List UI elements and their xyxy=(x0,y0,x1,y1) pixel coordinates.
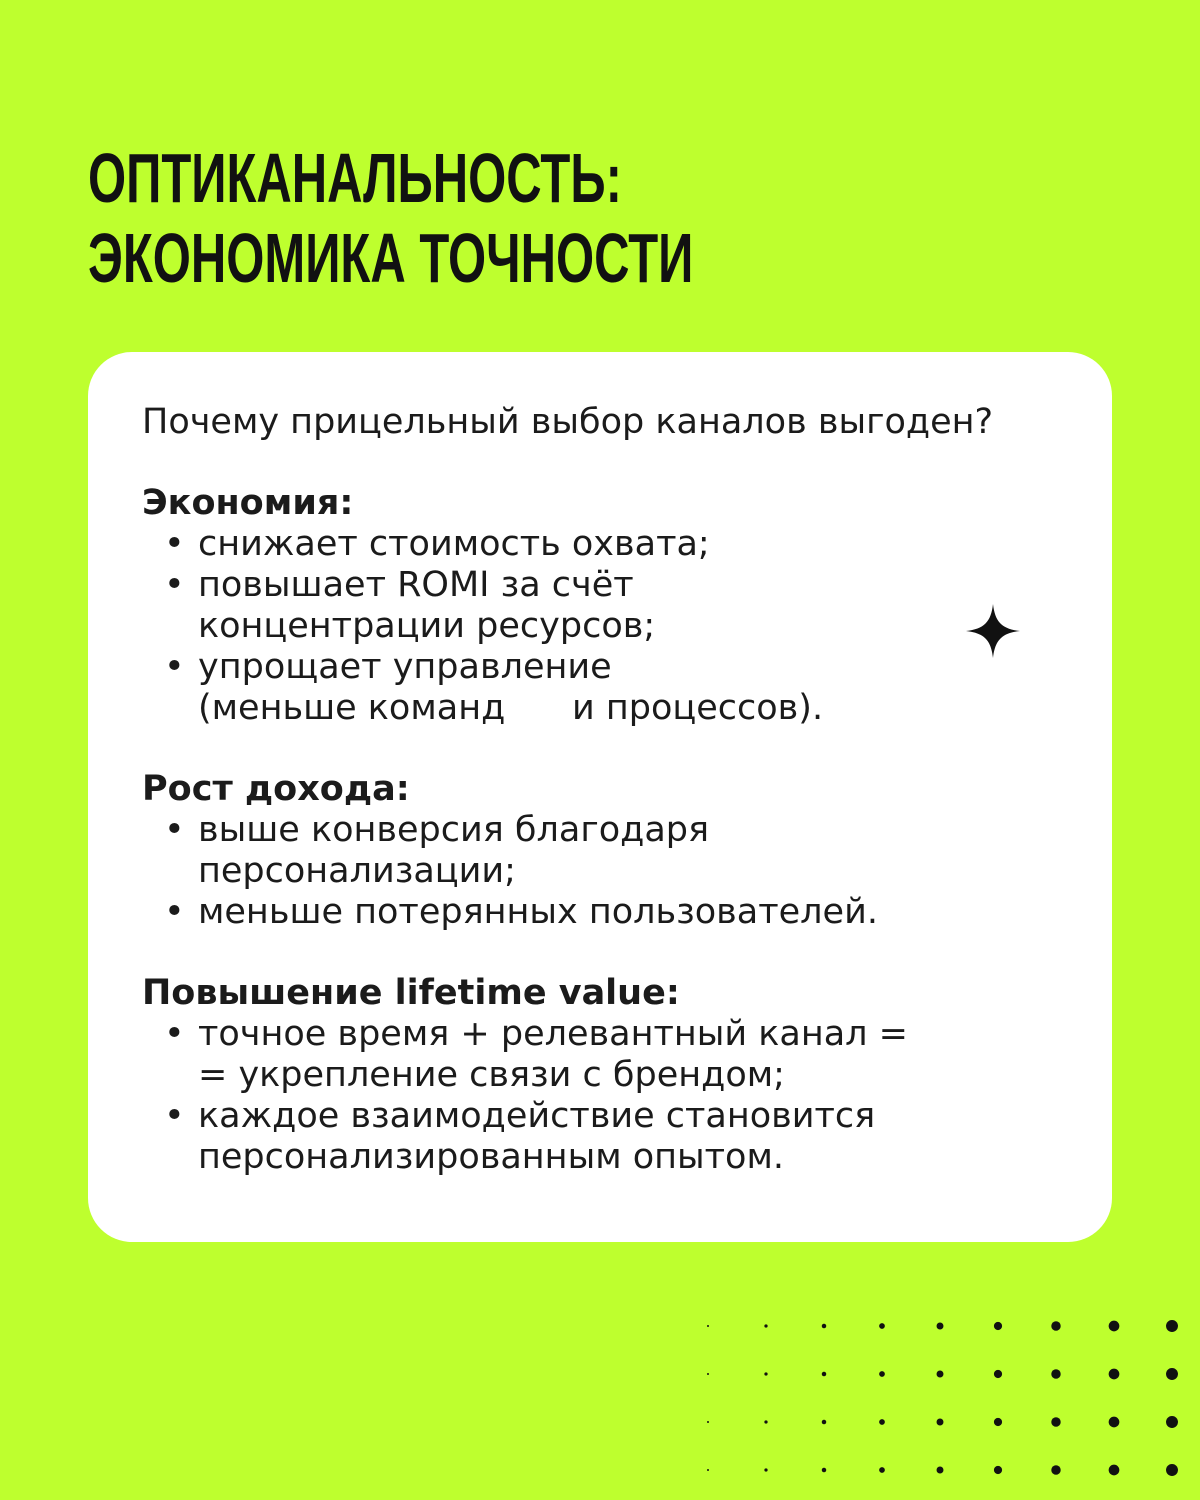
section-revenue xyxy=(142,769,1042,933)
bullet-text: = укрепление связи с брендом; xyxy=(198,1055,785,1095)
bullet-icon: • xyxy=(164,647,185,687)
dot xyxy=(879,1467,885,1473)
bullet-text: каждое взаимодействие становится xyxy=(198,1096,876,1136)
dot xyxy=(994,1466,1002,1474)
dot xyxy=(879,1323,885,1329)
dot xyxy=(937,1419,944,1426)
dot xyxy=(707,1469,709,1471)
bullet-text: (меньше команд и процессов). xyxy=(198,688,824,728)
dot xyxy=(764,1324,767,1327)
list-item xyxy=(142,524,1042,565)
dot xyxy=(764,1468,767,1471)
bullet-text: точное время + релевантный канал = xyxy=(198,1014,908,1054)
bullet-icon: • xyxy=(164,1096,185,1136)
bullet-icon: • xyxy=(164,810,185,850)
dot xyxy=(879,1371,885,1377)
bullet-text: меньше потерянных пользователей. xyxy=(198,892,878,932)
dot xyxy=(1166,1320,1178,1332)
dot xyxy=(764,1420,767,1423)
bullet-list xyxy=(142,524,1042,729)
page-title xyxy=(88,138,693,298)
section-heading: Повышение lifetime value: xyxy=(142,973,680,1013)
title-line-2: ЭКОНОМИКА ТОЧНОСТИ xyxy=(88,219,694,297)
dot xyxy=(1051,1321,1060,1330)
dot xyxy=(937,1323,944,1330)
dot-grid-icon xyxy=(680,1300,1200,1500)
list-item xyxy=(142,1014,1042,1096)
dot xyxy=(1051,1369,1060,1378)
bullet-text: упрощает управление xyxy=(198,647,612,687)
dot xyxy=(937,1467,944,1474)
dot xyxy=(822,1468,826,1472)
dot xyxy=(1166,1416,1178,1428)
sparkle-icon xyxy=(966,604,1020,658)
list-item xyxy=(142,892,1042,933)
dot xyxy=(1109,1465,1120,1476)
dot xyxy=(1051,1417,1060,1426)
dot xyxy=(707,1373,709,1375)
bullet-icon: • xyxy=(164,1014,185,1054)
dot xyxy=(707,1421,709,1423)
content-card xyxy=(88,352,1112,1242)
dot xyxy=(764,1372,767,1375)
bullet-text: персонализации; xyxy=(198,851,516,891)
bullet-text: снижает стоимость охвата; xyxy=(198,524,710,564)
bullet-text: персонализированным опытом. xyxy=(198,1137,784,1177)
dot xyxy=(1109,1417,1120,1428)
section-heading: Экономия: xyxy=(142,483,354,523)
list-item xyxy=(142,810,1042,892)
list-item xyxy=(142,647,1042,729)
bullet-list xyxy=(142,1014,1042,1178)
dot xyxy=(994,1322,1002,1330)
dot xyxy=(879,1419,885,1425)
list-item xyxy=(142,565,1042,647)
bullet-text: выше конверсия благодаря xyxy=(198,810,710,850)
bullet-icon: • xyxy=(164,524,185,564)
bullet-text: концентрации ресурсов; xyxy=(198,606,656,646)
section-ltv xyxy=(142,973,1042,1178)
dot xyxy=(937,1371,944,1378)
list-item xyxy=(142,1096,1042,1178)
title-line-1: ОПТИКАНАЛЬНОСТЬ: xyxy=(88,139,622,217)
dot xyxy=(1109,1321,1120,1332)
card-body xyxy=(142,402,1042,1178)
dot xyxy=(822,1324,826,1328)
dot xyxy=(707,1325,709,1327)
section-heading: Рост дохода: xyxy=(142,769,410,809)
dot xyxy=(822,1420,826,1424)
bullet-icon: • xyxy=(164,892,185,932)
dot xyxy=(1166,1464,1178,1476)
dot xyxy=(822,1372,826,1376)
bullet-list xyxy=(142,810,1042,933)
dot xyxy=(994,1418,1002,1426)
intro-question: Почему прицельный выбор каналов выгоден? xyxy=(142,402,994,442)
dot xyxy=(1051,1465,1060,1474)
dot xyxy=(1166,1368,1178,1380)
bullet-text: повышает ROMI за счёт xyxy=(198,565,634,605)
dot xyxy=(1109,1369,1120,1380)
bullet-icon: • xyxy=(164,565,185,605)
dot xyxy=(994,1370,1002,1378)
section-savings xyxy=(142,483,1042,729)
